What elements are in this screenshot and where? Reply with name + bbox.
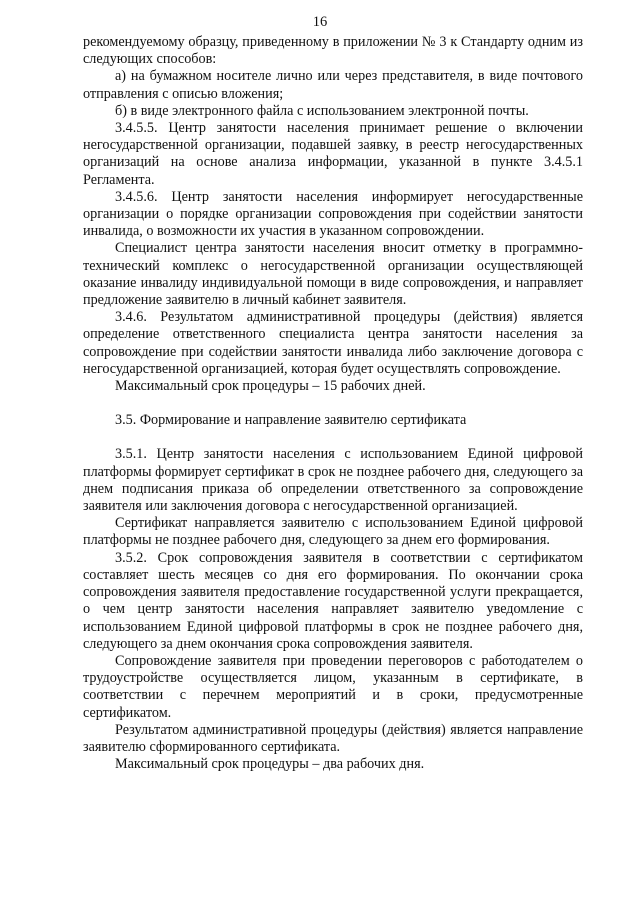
paragraph-support-negotiations: Сопровождение заявителя при проведении переговоров с работодателем о трудоустройстве осуществляется лицом, указанным в сертификате, в соответствии с перечнем мероприятий и в сроки, предусмотренные сертификатом.: [83, 652, 583, 721]
paragraph-option-a: а) на бумажном носителе лично или через представителя, в виде почтового отправления с описью вложения;: [83, 68, 583, 102]
paragraph-option-b: б) в виде электронного файла с использованием электронной почты.: [115, 102, 529, 119]
paragraph-max-term-two-days: Максимальный срок процедуры – два рабочих дня.: [115, 756, 425, 773]
paragraph-result: Результатом административной процедуры (действия) является направление заявителю сформированного сертификата.: [83, 721, 583, 755]
page-number: 16: [312, 14, 328, 30]
paragraph-3-5-1: 3.5.1. Центр занятости населения с использованием Единой цифровой платформы формирует сертификат в срок не позднее рабочего дня, следующего за днем подписания приказа об определении ответственного за сопровождение заявителя или заключения договора с негосударственной организацией.: [83, 446, 583, 515]
paragraph-3-4-5-5: 3.4.5.5. Центр занятости населения принимает решение о включении негосударственной организации, подавшей заявку, в реестр негосударственных организаций на основе анализа информации, указанной в пункте 3.4.5.1 Регламента.: [83, 120, 583, 188]
section-heading-3-5: 3.5. Формирование и направление заявителю сертификата: [115, 412, 467, 429]
paragraph-certificate-sent: Сертификат направляется заявителю с использованием Единой цифровой платформы не позднее рабочего дня, следующего за днем его формирования.: [83, 515, 583, 549]
document-body: [83, 34, 583, 773]
paragraph-max-term-15: Максимальный срок процедуры – 15 рабочих дней.: [115, 378, 426, 395]
paragraph-3-4-5-6: 3.4.5.6. Центр занятости населения информирует негосударственные организации о порядке организации сопровождения при содействии занятости инвалида, о возможности их участия в указанном сопровождении.: [83, 188, 583, 240]
paragraph-continuation: рекомендуемому образцу, приведенному в приложении № 3 к Стандарту одним из следующих способов:: [83, 34, 583, 68]
paragraph-3-5-2: 3.5.2. Срок сопровождения заявителя в соответствии с сертификатом составляет шесть месяцев со дня его формирования. По окончании срока сопровождения заявителя предоставление государственной услуги прекращается, о чем центр занятости населения направляет заявителю уведомление с использованием Единой цифровой платформы в срок не позднее рабочего дня, следующего за днем окончания срока сопровождения заявителя.: [83, 549, 583, 652]
paragraph-specialist: Специалист центра занятости населения вносит отметку в программно-технический комплекс о негосударственной организации осуществляющей оказание инвалиду индивидуальной помощи в виде сопровождения, и направляет предложение заявителю в личный кабинет заявителя.: [83, 240, 583, 309]
paragraph-3-4-6: 3.4.6. Результатом административной процедуры (действия) является определение ответственного специалиста центра занятости населения за сопровождение при содействии занятости инвалида либо заключение договора с негосударственной организацией, которая будет осуществлять сопровождение.: [83, 309, 583, 377]
